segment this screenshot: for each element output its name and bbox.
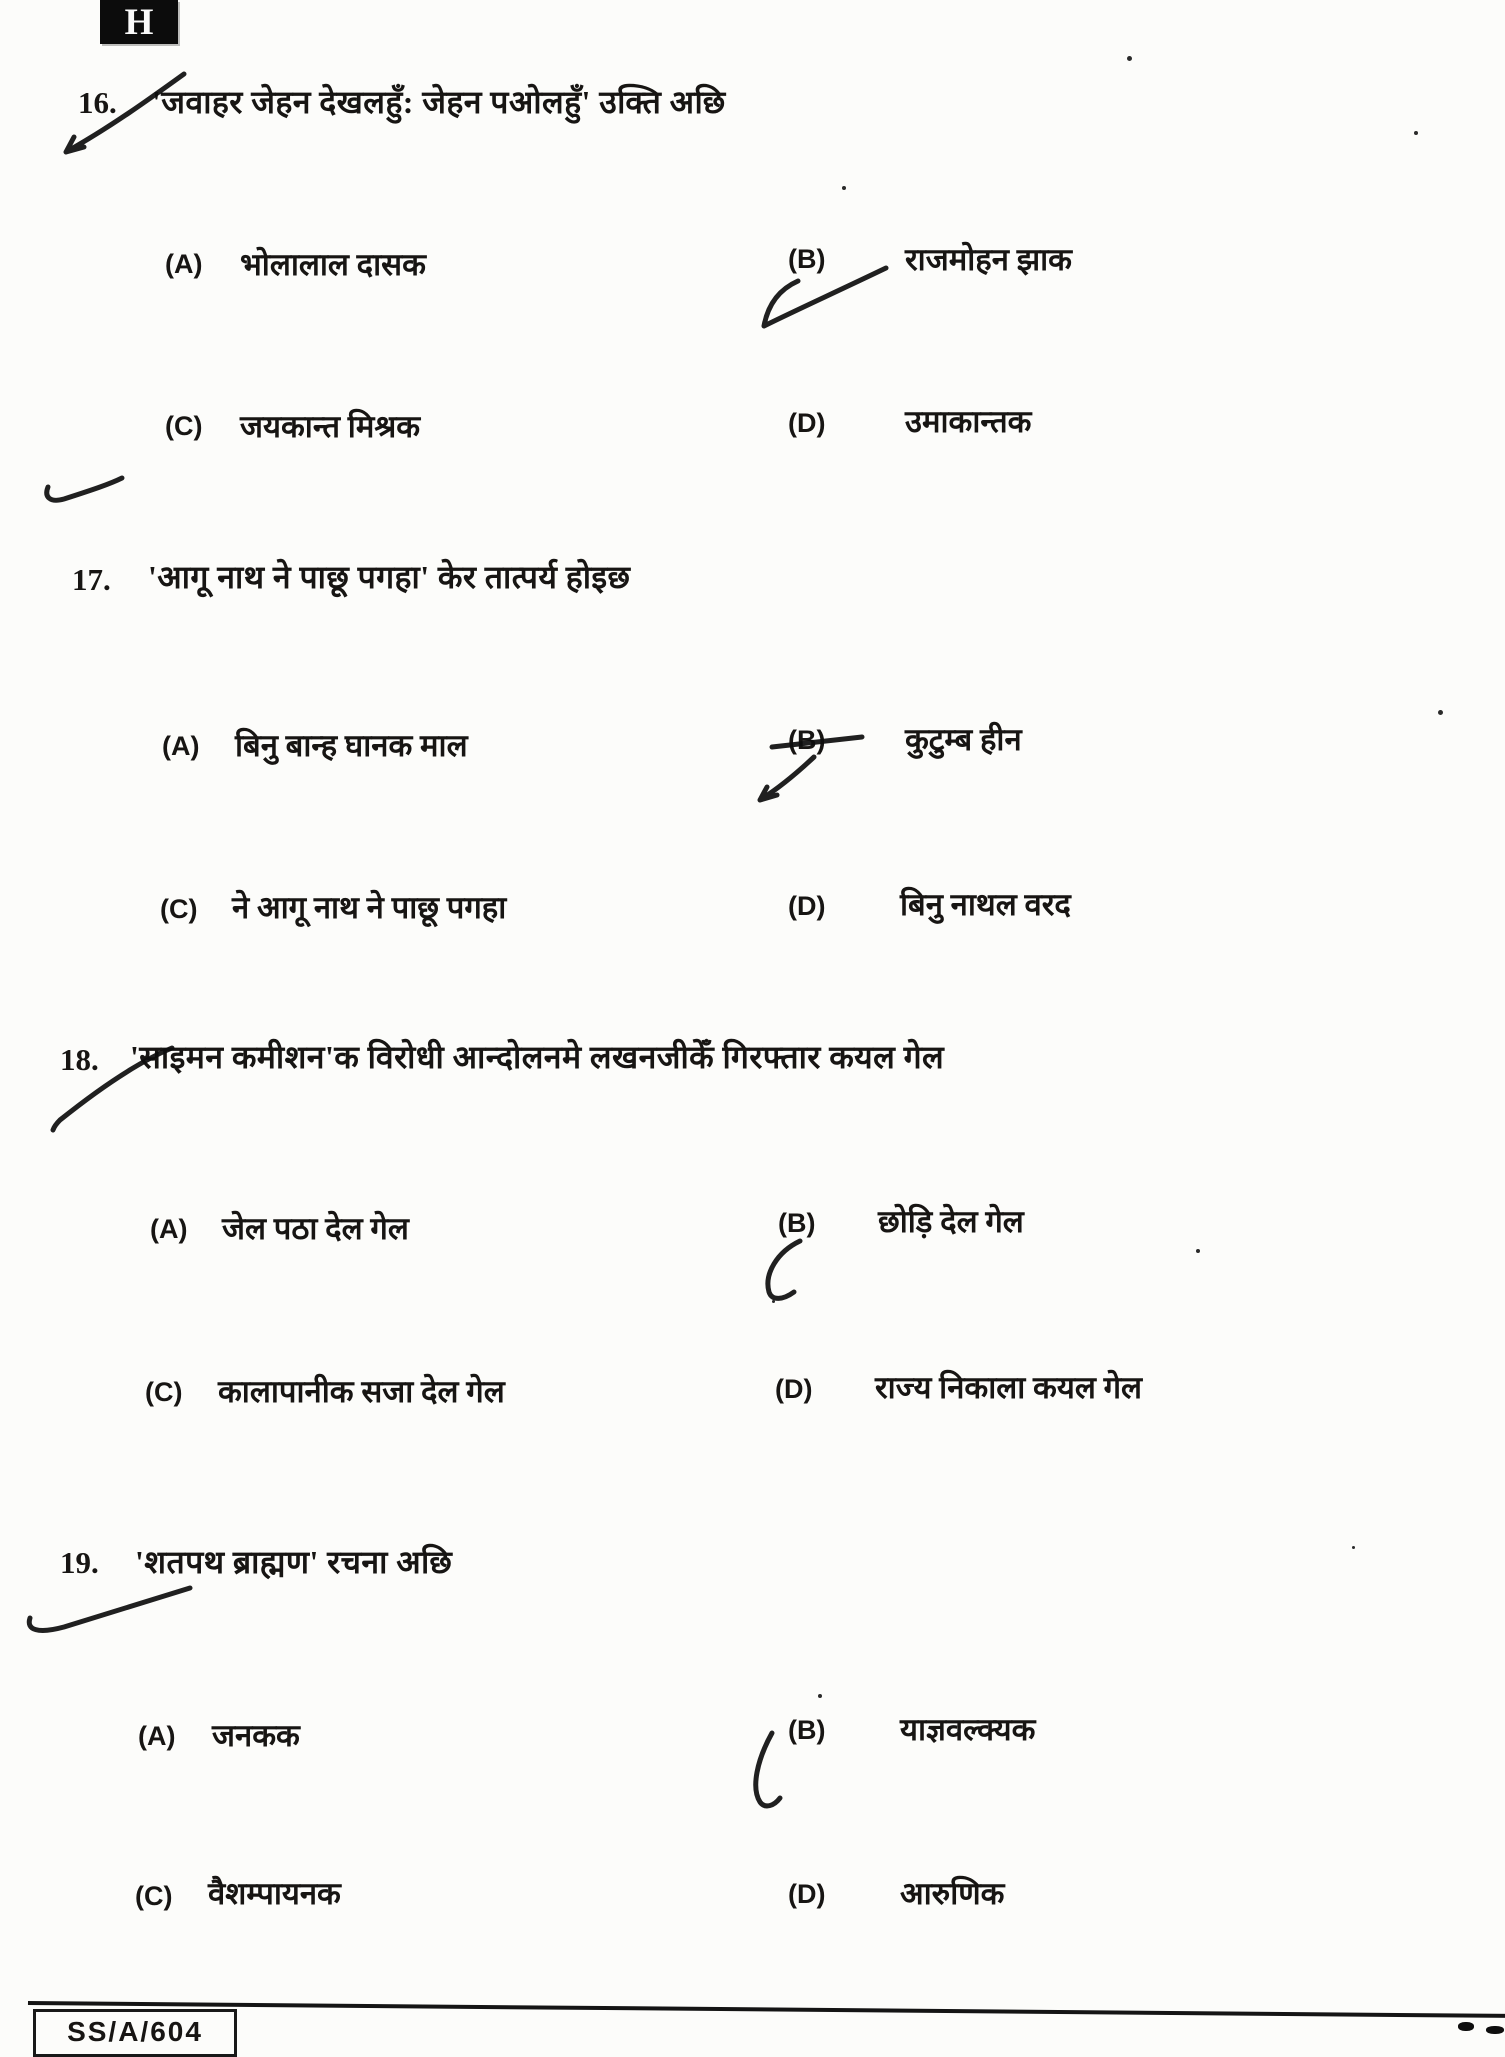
option-b-label: (B)	[788, 1715, 826, 1745]
scan-speck	[772, 1300, 775, 1303]
section-letter-badge	[100, 0, 178, 44]
option-b-text: कुटुम्ब हीन	[905, 722, 1022, 757]
footer-rule	[28, 2001, 1505, 2018]
question-number: 18.	[60, 1042, 99, 1077]
question-text: 'जवाहर जेहन देखलहुँ: जेहन पओलहुँ' उक्ति अछि	[152, 84, 726, 120]
option-d-label: (D)	[788, 408, 826, 438]
scan-speck	[1414, 131, 1418, 135]
question-text: 'आगू नाथ ने पाछू पगहा' केर तात्पर्य होइछ	[148, 559, 631, 595]
option-d-label: (D)	[788, 891, 826, 921]
option-a-label: (A)	[150, 1214, 188, 1244]
option-a-text: जेल पठा देल गेल	[222, 1211, 409, 1246]
option-c-label: (C)	[160, 894, 198, 924]
option-d-text: उमाकान्तक	[905, 404, 1032, 439]
option-c-text: वैशम्पायनक	[208, 1876, 341, 1911]
option-a-text: बिनु बान्ह घानक माल	[235, 728, 468, 763]
option-d-label: (D)	[775, 1374, 813, 1404]
option-b-label: (B)	[788, 244, 826, 274]
option-c-label: (C)	[145, 1377, 183, 1407]
option-b-text: छोड़ि देल गेल	[878, 1204, 1024, 1239]
pen-tick-q18-option-b	[768, 1241, 800, 1298]
option-a-label: (A)	[138, 1721, 176, 1751]
option-d-label: (D)	[788, 1879, 826, 1909]
option-a-text: जनकक	[212, 1718, 300, 1753]
question-text: 'साइमन कमीशन'क विरोधी आन्दोलनमे लखनजीकेँ गिरफ्तार कयल गेल	[130, 1039, 945, 1075]
option-a-label: (A)	[162, 731, 200, 761]
section-letter: H	[124, 1, 154, 43]
pen-tick-q19-option-b	[756, 1733, 780, 1806]
option-b-text: राजमोहन झाक	[905, 242, 1072, 277]
scan-speck	[1352, 1546, 1355, 1549]
option-c-text: ने आगू नाथ ने पाछू पगहा	[232, 890, 507, 925]
option-c-text: कालापानीक सजा देल गेल	[218, 1374, 505, 1409]
option-b-label: (B)	[778, 1208, 816, 1238]
option-d-text: राज्य निकाला कयल गेल	[875, 1370, 1143, 1405]
option-a-label: (A)	[165, 249, 203, 279]
option-d-text: बिनु नाथल वरद	[900, 887, 1071, 922]
option-b-label: (B)	[788, 725, 826, 755]
pen-tick-q16-option-b	[764, 268, 886, 326]
page-number-partial-mark	[1486, 2026, 1504, 2034]
question-number: 16.	[78, 85, 117, 120]
question-number: 17.	[72, 562, 111, 597]
scan-speck	[1196, 1249, 1200, 1253]
option-d-text: आरुणिक	[900, 1876, 1005, 1911]
scan-speck	[1438, 710, 1443, 715]
page-number-partial-mark	[1458, 2022, 1474, 2031]
pen-arrow-q17-option-b	[760, 757, 814, 800]
option-c-label: (C)	[165, 411, 203, 441]
option-a-text: भोलालाल दासक	[240, 247, 426, 282]
option-b-text: याज्ञवल्क्यक	[900, 1712, 1036, 1747]
paper-code-box	[33, 2009, 237, 2057]
option-c-text: जयकान्त मिश्रक	[240, 409, 421, 444]
scan-speck	[842, 186, 846, 190]
scan-speck	[1127, 56, 1132, 61]
paper-code: SS/A/604	[67, 2016, 203, 2047]
question-text: 'शतपथ ब्राह्मण' रचना अछि	[135, 1544, 453, 1580]
pen-tick-q17-number	[47, 478, 122, 500]
option-c-label: (C)	[135, 1881, 173, 1911]
pen-tick-q19-number	[29, 1588, 190, 1630]
scan-speck	[818, 1694, 822, 1698]
question-number: 19.	[60, 1545, 99, 1580]
